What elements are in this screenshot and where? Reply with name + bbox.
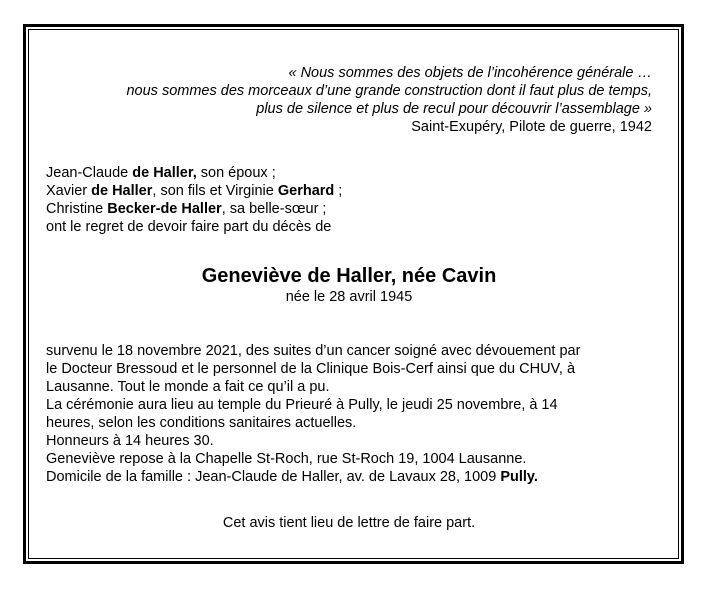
closing-note: Cet avis tient lieu de lettre de faire part. — [222, 515, 476, 531]
notice-body — [46, 342, 652, 486]
text-fragment: ; — [334, 183, 343, 199]
deceased-block — [46, 264, 652, 306]
surname: de Haller — [91, 183, 153, 199]
birth-date: née le 28 avril 1945 — [285, 289, 413, 305]
family-member-line — [46, 164, 652, 182]
text-fragment: Jean-Claude — [46, 165, 133, 181]
text-fragment: son époux ; — [196, 165, 276, 181]
surname: Becker-de Haller — [107, 201, 222, 217]
body-line: Geneviève repose à la Chapelle St-Roch, rue St-Roch 19, 1004 Lausanne. — [46, 451, 527, 467]
body-line: heures, selon les conditions sanitaires actuelles. — [46, 415, 357, 431]
body-line — [46, 468, 652, 486]
body-line: Honneurs à 14 heures 30. — [46, 433, 214, 449]
body-line: le Docteur Bressoud et le personnel de la Clinique Bois-Cerf ainsi que du CHUV, à — [46, 361, 576, 377]
body-line: survenu le 18 novembre 2021, des suites d’un cancer soigné avec dévouement par — [46, 343, 581, 359]
surname: Gerhard — [277, 183, 335, 199]
deceased-name: Geneviève de Haller, née Cavin — [201, 265, 497, 287]
text-fragment: Domicile de la famille : Jean-Claude de Haller, av. de Lavaux 28, 1009 — [46, 469, 501, 485]
family-list — [46, 164, 652, 236]
text-fragment: , son fils et Virginie — [152, 183, 278, 199]
city-name: Pully. — [500, 469, 538, 485]
family-member-line — [46, 182, 652, 200]
epigraph-quote — [46, 64, 652, 136]
body-line: Lausanne. Tout le monde a fait ce qu’il a pu. — [46, 379, 330, 395]
text-fragment: , sa belle-sœur ; — [221, 201, 327, 217]
family-member-line — [46, 200, 652, 218]
text-fragment: Christine — [46, 201, 108, 217]
body-line: La cérémonie aura lieu au temple du Prieuré à Pully, le jeudi 25 novembre, à 14 — [46, 397, 558, 413]
quote-line: nous sommes des morceaux d’une grande construction dont il faut plus de temps, — [126, 83, 652, 99]
quote-line: plus de silence et plus de recul pour découvrir l’assemblage » — [256, 101, 652, 117]
text-fragment: Xavier — [46, 183, 92, 199]
obituary-notice — [46, 64, 652, 532]
quote-line: « Nous sommes des objets de l’incohérence générale … — [288, 65, 652, 81]
announcement-line: ont le regret de devoir faire part du décès de — [46, 219, 332, 235]
surname: de Haller, — [132, 165, 197, 181]
quote-attribution: Saint-Exupéry, Pilote de guerre, 1942 — [411, 119, 652, 135]
